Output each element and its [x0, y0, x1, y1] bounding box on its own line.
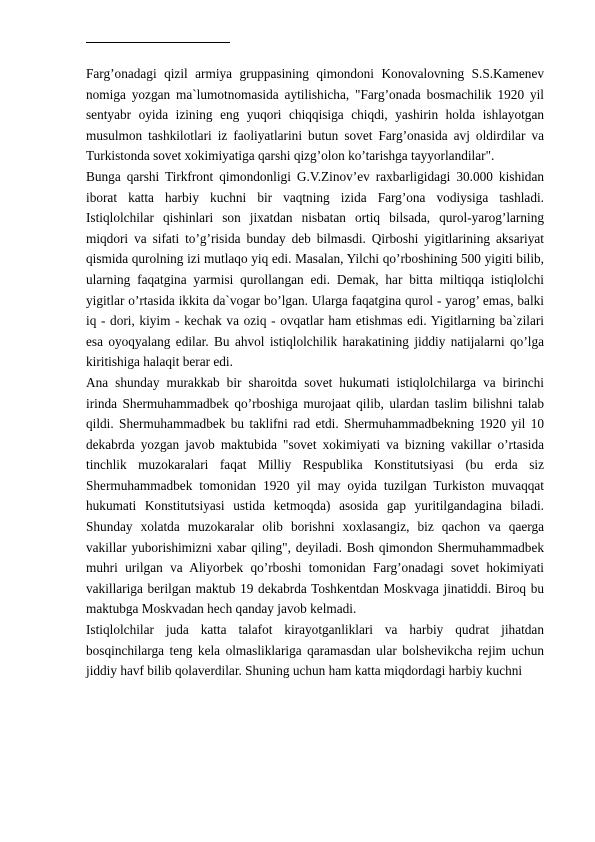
footnote-separator-rule [86, 42, 230, 43]
paragraph-4: Istiqlolchilar juda katta talafot kirayotganliklari va harbiy qudrat jihatdan bosqinchilarga teng kela olmasliklariga qaramasdan ular bolshevikcha rejim uchun jiddiy havf bilib qolaverdilar. Shuning uchun ham katta miqdordagi harbiy kuchni [86, 622, 544, 679]
paragraph-1: Farg’onadagi qizil armiya gruppasining qimondoni Konovalovning S.S.Kamenev nomiga yozgan ma`lumotnomasida aytilishicha, "Farg’onada bosmachilik 1920 yil sentyabr oyida izining eng yuqori chiqqisiga chiqdi, yashirin holda ishlayotgan musulmon tashkilotlari iz faoliyatlarini butun sovet Farg’onasida avj oldirdilar va Turkistonda sovet xokimiyatiga qarshi qizg’olon ko’tarishga tayyorlandilar". [86, 66, 544, 164]
document-body [86, 64, 544, 682]
paragraph-2: Bunga qarshi Tirkfront qimondonligi G.V.Zinov’ev raxbarligidagi 30.000 kishidan iborat katta harbiy kuchni bir vaqtning izida Farg’ona vodiysiga tashladi. Istiqlolchilar qishinlari son jixatdan nisbatan ortiq bilsada, qurol-yarog’larning miqdori va sifati to’g’risida bunday deb bilmasdi. Qirboshi yigitlarining aksariyat qismida qurolning izi mutlaqo yiq edi. Masalan, Yilchi qo’rboshining 500 yigiti bilib, ularning faqatgina yarmisi qurollangan edi. Demak, har bitta miltiqqa istiqlolchi yigitlar o’rtasida ikkita da`vogar bo’lgan. Ularga faqatgina qurol - yarog’ emas, balki iq - dori, kiyim - kechak va oziq - ovqatlar ham etishmas edi. Yigitlarning ba`zilari esa oyoqyalang edilar. Bu ahvol istiqlolchilik harakatining jiddiy natijalarni qo’lga kiritishiga halaqit berar edi. [86, 168, 544, 370]
paragraph-3: Ana shunday murakkab bir sharoitda sovet hukumati istiqlolchilarga va birinchi irinda Shermuhammadbek qo’rboshiga murojaat qilib, ulardan taslim bilishni talab qildi. Shermuhammadbek bu taklifni rad etdi. Shermuhammadbekning 1920 yil 10 dekabrda yozgan javob maktubida "sovet xokimiyati va bizning vakillar o’rtasida tinchlik muzokaralari faqat Milliy Respublika Konstitutsiyasi (bu erda siz Shermuhammadbek tomonidan 1920 yil may oyida tuzilgan Turkiston muvaqqat hukumati Konstitutsiyasi ustida ketmoqda) asosida gap yuritilgandagina biladi. Shunday xolatda muzokaralar olib borishni xoxlasangiz, biz qachon va qaerga vakillar yuborishimizni xabar qiling", deyiladi. Bosh qimondon Shermuhammadbek muhri urilgan va Aliyorbek qo’rboshi tomonidan Farg’onadagi sovet hokimiyati vakillariga berilgan maktub 19 dekabrda Toshkentdan Moskvaga jinatiddi. Biroq bu maktubga Moskvadan hech qanday javob kelmadi. [86, 374, 544, 617]
